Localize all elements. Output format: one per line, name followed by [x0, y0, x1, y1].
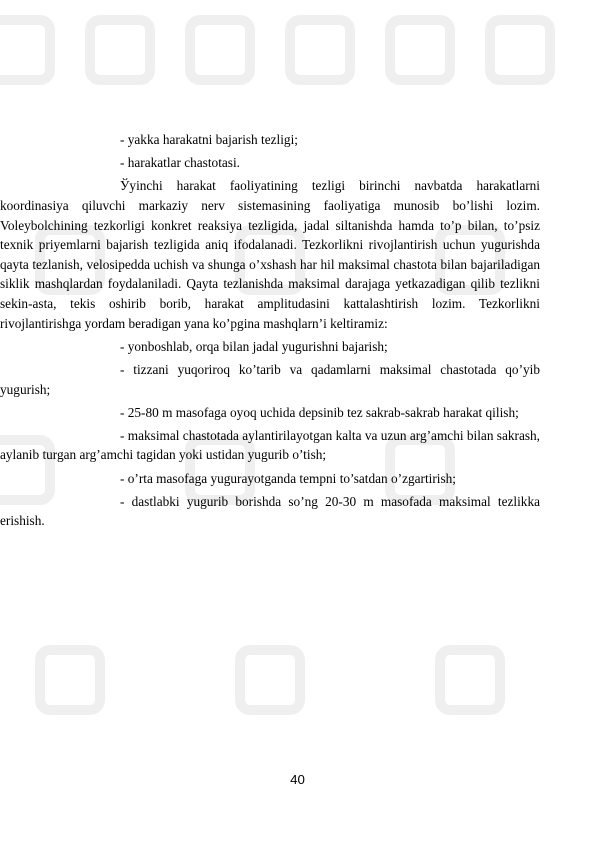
body-paragraph: Ўyinchi harakat faoliyatining tezligi birinchi navbatda harakatlarni koordinasiya qiluvchi markaziy nerv sistemasining faoliyatiga munosib bo’lishi lozim. Voleybolchining tezkorligi konkret reaksiya tezligida, jadal siltanishda hamda to’p bilan, to’psiz texnik priyemlarni bajarish tezligida aniq ifodalanadi. Tezkorlikni rivojlantirish uchun yugurishda qayta tezlanish, velosipedda uchish va shunga o’xshash har hil maksimal chastota bilan bajariladigan siklik mashqlardan foydalaniladi. Qayta tezlanishda maksimal darajaga yetkazadigan qilib tezlikni sekin-asta, tekis oshirib borib, harakat amplitudasini kattalashtirish lozim. Tezkorlikni rivojlantirishga yordam beradigan yana ko’pgina mashqlarn’i keltiramiz: — [0, 178, 540, 331]
list-item: - o’rta masofaga yugurayotganda tempni to’satdan o’zgartirish; — [120, 470, 457, 486]
list-item: - yakka harakatni bajarish tezligi; — [120, 132, 298, 147]
list-item: - harakatlar chastotasi. — [120, 155, 240, 171]
list-item: - yonboshlab, orqa bilan jadal yugurishni bajarish; — [120, 338, 388, 354]
document-body — [0, 130, 540, 535]
page-number: 40 — [290, 772, 305, 787]
list-item: - dastlabki yugurib borishda so’ng 20-30 m masofada maksimal tezlikka erishish. — [0, 493, 540, 529]
list-item: - tizzani yuqoriroq ko’tarib va qadamlarni maksimal chastotada qo’yib yugurish; — [0, 361, 540, 397]
list-item: - maksimal chastotada aylantirilayotgan kalta va uzun arg’amchi bilan sakrash, aylanib turgan arg’amchi tagidan yoki ustidan yugurib o’tish; — [0, 427, 540, 463]
list-item: - 25-80 m masofaga oyoq uchida depsinib tez sakrab-sakrab harakat qilish; — [120, 404, 519, 420]
